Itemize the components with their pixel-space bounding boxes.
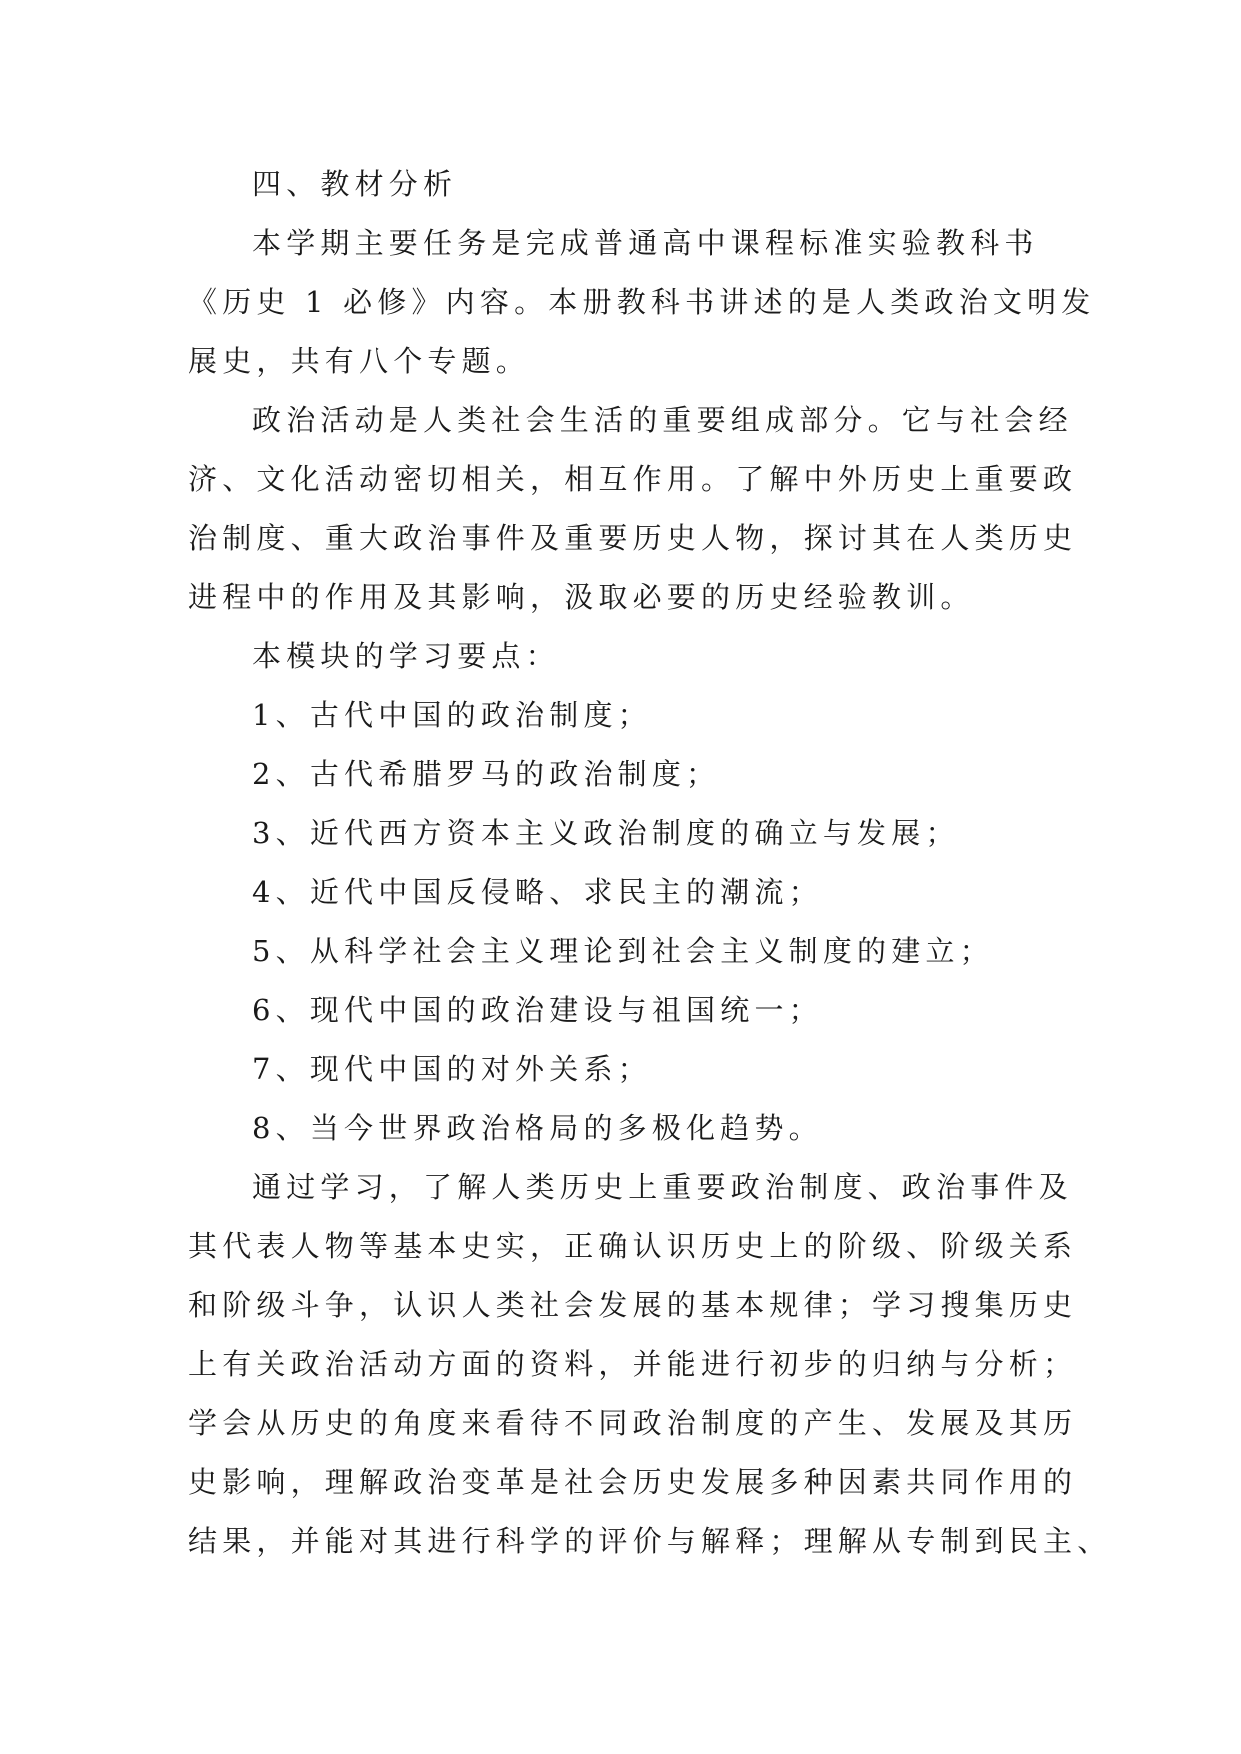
paragraph-line: 治制度、重大政治事件及重要历史人物，探讨其在人类历史 <box>188 521 1078 555</box>
document-body <box>188 155 1112 1571</box>
section-heading: 四、教材分析 <box>252 167 458 201</box>
paragraph-line: 展史，共有八个专题。 <box>188 344 531 378</box>
paragraph-line: 结果，并能对其进行科学的评价与解释；理解从专制到民主、 <box>188 1524 1112 1558</box>
paragraph-line: 济、文化活动密切相关，相互作用。了解中外历史上重要政 <box>188 462 1078 496</box>
paragraph-line: 其代表人物等基本史实，正确认识历史上的阶级、阶级关系 <box>188 1229 1078 1263</box>
paragraph-line: 上有关政治活动方面的资料，并能进行初步的归纳与分析； <box>188 1347 1078 1381</box>
paragraph-line: 《历史 1 必修》内容。本册教科书讲述的是人类政治文明发 <box>188 285 1096 319</box>
key-point-item: 1、古代中国的政治制度； <box>252 698 652 732</box>
paragraph-line: 史影响，理解政治变革是社会历史发展多种因素共同作用的 <box>188 1465 1078 1499</box>
paragraph-line: 通过学习，了解人类历史上重要政治制度、政治事件及 <box>252 1170 1073 1204</box>
key-point-item: 8、当今世界政治格局的多极化趋势。 <box>252 1111 823 1145</box>
paragraph-line: 进程中的作用及其影响，汲取必要的历史经验教训。 <box>188 580 975 614</box>
key-point-item: 7、现代中国的对外关系； <box>252 1052 652 1086</box>
key-point-item: 3、近代西方资本主义政治制度的确立与发展； <box>252 816 960 850</box>
paragraph-line: 学会从历史的角度来看待不同政治制度的产生、发展及其历 <box>188 1406 1078 1440</box>
key-point-item: 5、从科学社会主义理论到社会主义制度的建立； <box>252 934 994 968</box>
paragraph-line: 政治活动是人类社会生活的重要组成部分。它与社会经 <box>252 403 1073 437</box>
key-point-item: 6、现代中国的政治建设与祖国统一； <box>252 993 823 1027</box>
key-points-intro: 本模块的学习要点： <box>252 639 560 673</box>
paragraph-line: 和阶级斗争，认识人类社会发展的基本规律；学习搜集历史 <box>188 1288 1078 1322</box>
key-point-item: 2、古代希腊罗马的政治制度； <box>252 757 721 791</box>
paragraph-line: 本学期主要任务是完成普通高中课程标准实验教科书 <box>252 226 1039 260</box>
key-point-item: 4、近代中国反侵略、求民主的潮流； <box>252 875 823 909</box>
